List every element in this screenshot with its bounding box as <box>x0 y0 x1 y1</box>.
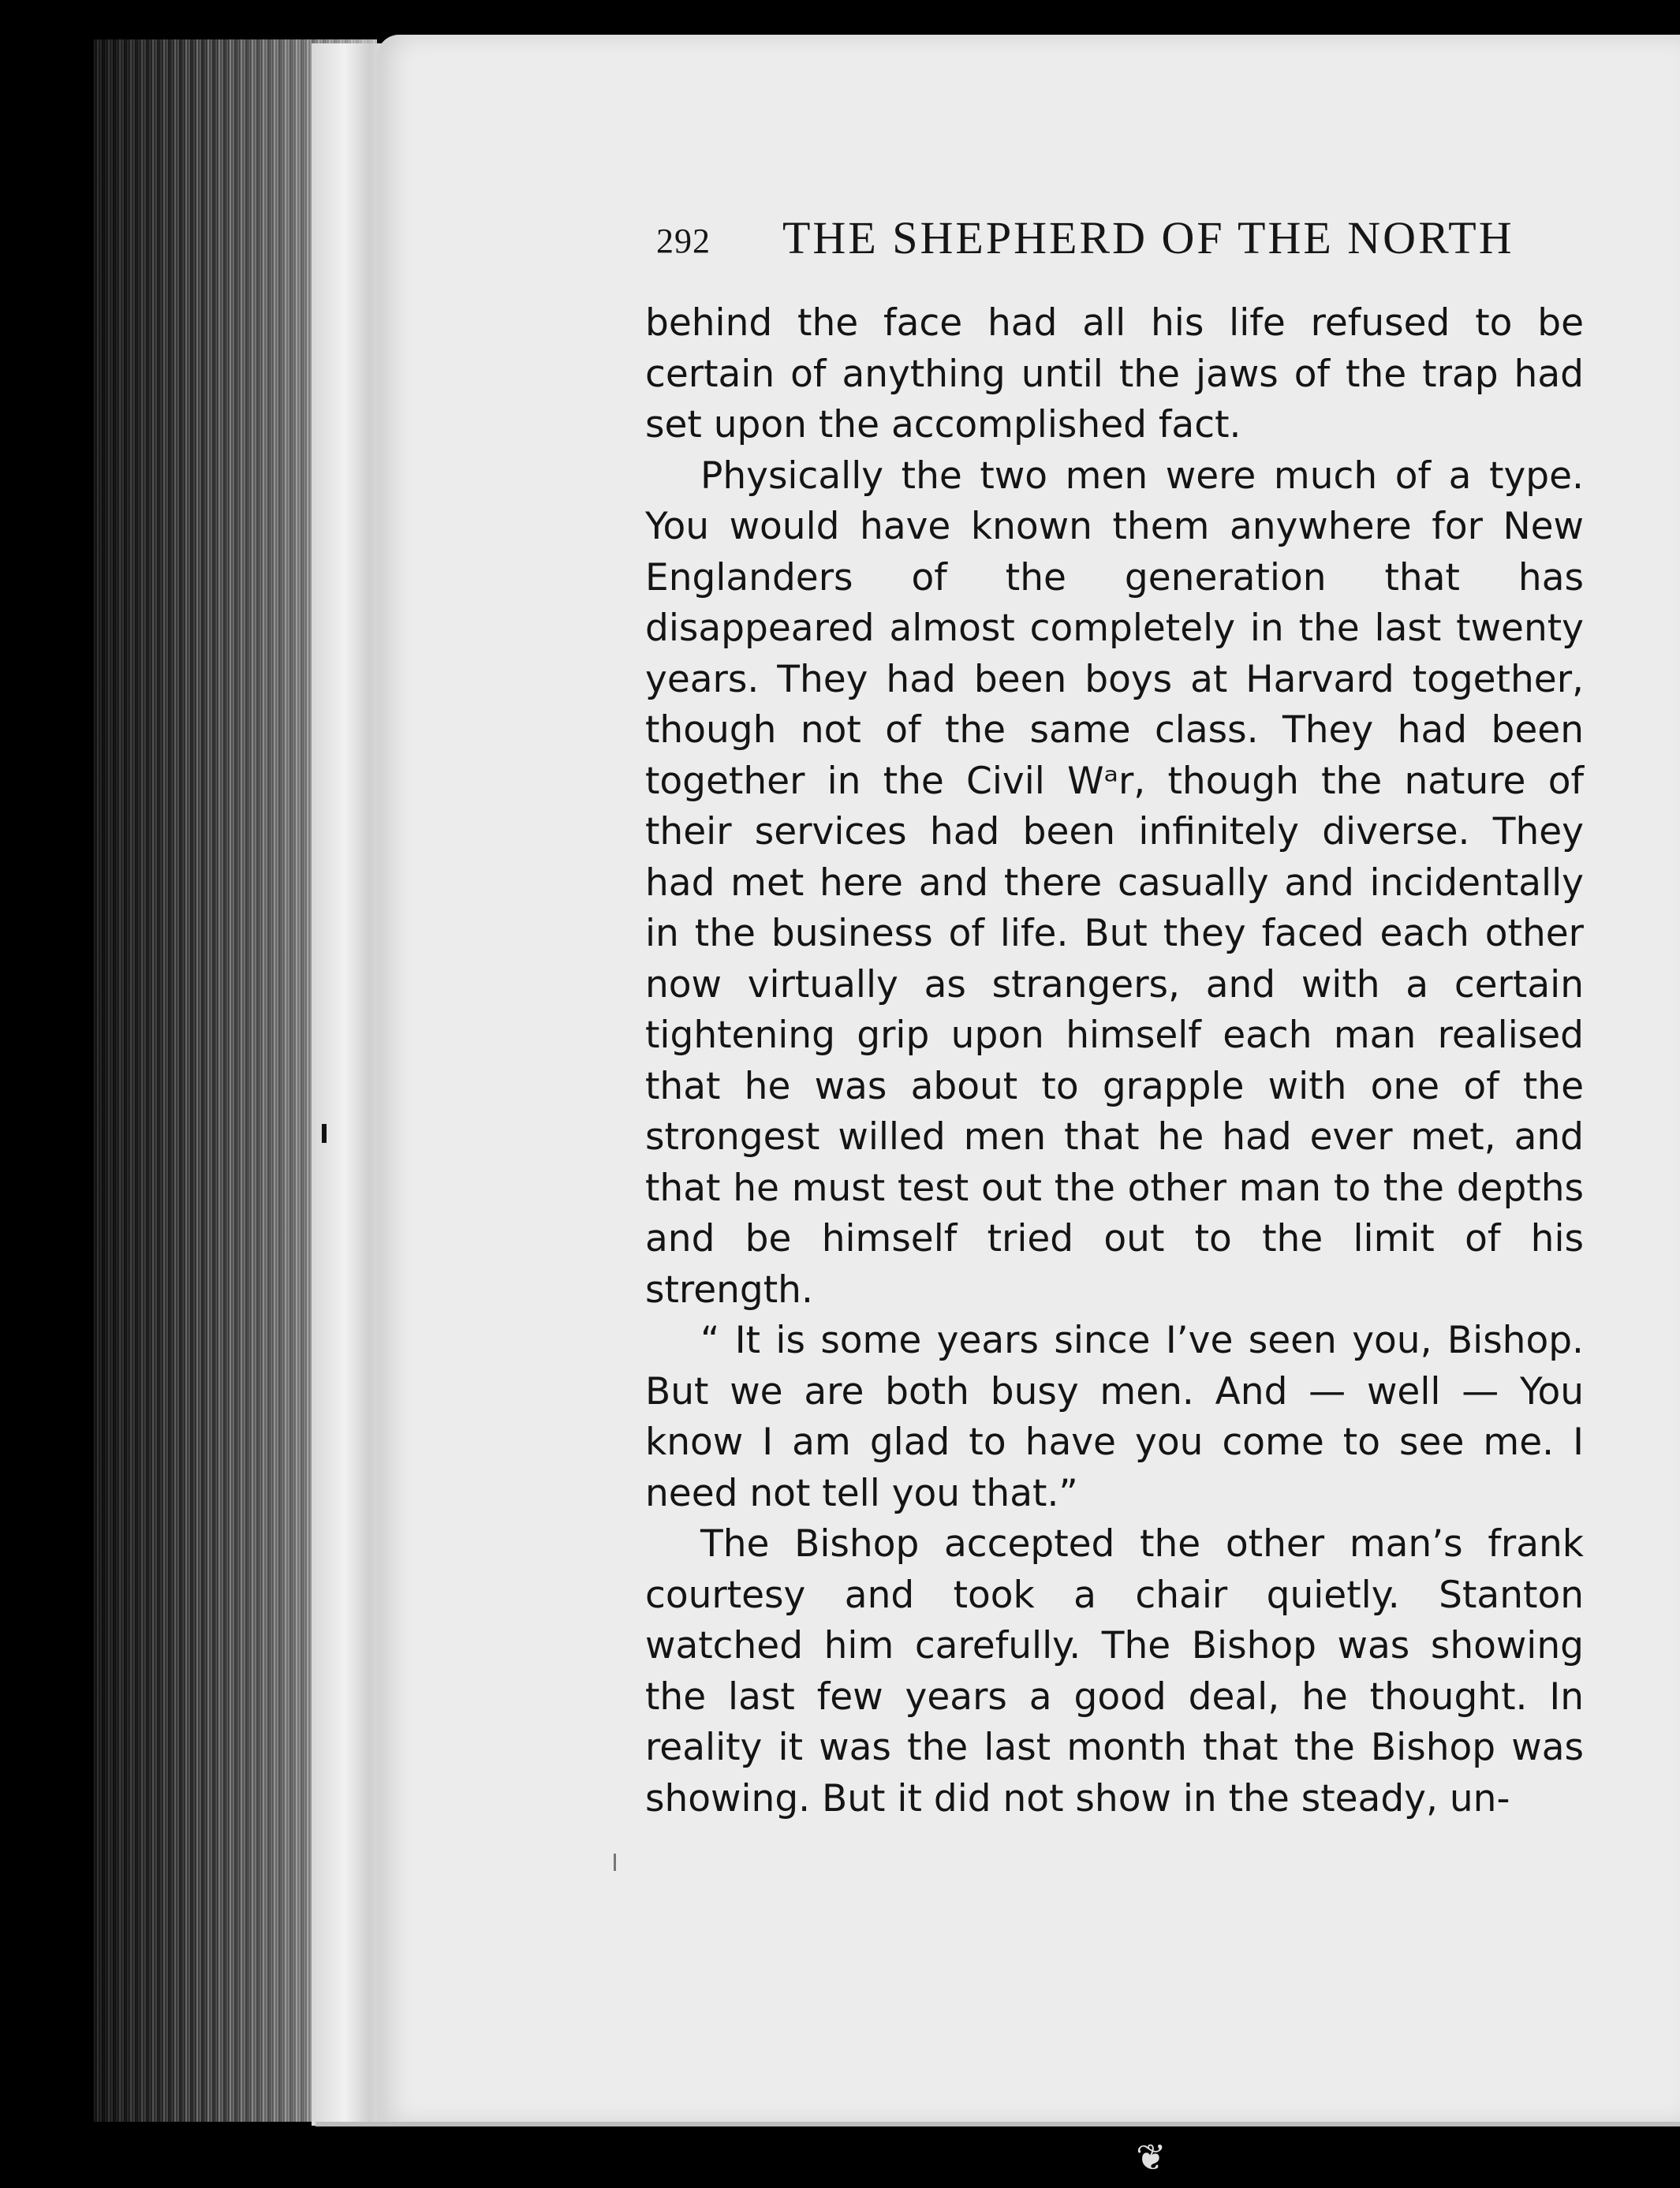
page-number: 292 <box>656 222 711 260</box>
running-title: THE SHEPHERD OF THE NORTH <box>782 212 1514 263</box>
scan-artifact <box>614 1854 616 1871</box>
paragraph: behind the face had all his life refused to be certain of anything until the jaws of the trap had set upon the accomplished fact. <box>645 301 1584 446</box>
body-text <box>645 298 1584 1824</box>
dust-speck-icon: ❦ <box>1136 2136 1167 2179</box>
paragraph: Physically the two men were much of a type. You would have known them anywhere for New Englanders of the generation that has disappeared almost completely in the last twenty years. They had been boys at Harvard together, though not of the same class. They had been together in the Civil Wᵃr, though the nature of their services had been infinitely diverse. They had met here and there casually and incidentally in the business of life. But they faced each other now virtually as strangers, and with a certain tightening grip upon himself each man realised that he was about to grapple with one of the strongest willed men that he had ever met, and that he must test out the other man to the depths and be himself tried out to the limit of his strength. <box>645 454 1584 1312</box>
paragraph: “ It is some years since I’ve seen you, Bishop. But we are both busy men. And — well — You know I am glad to have you come to see me. I need not tell you that.” <box>645 1319 1584 1515</box>
running-head <box>656 211 1587 274</box>
page-bottom-edge <box>315 2122 1680 2126</box>
paragraph: The Bishop accepted the other man’s frank courtesy and took a chair quietly. Stanton watched him carefully. The Bishop was showing the last few years a good deal, he thought. In reality it was the last month that the Bishop was showing. But it did not show in the steady, un- <box>645 1522 1584 1820</box>
scan-artifact <box>322 1124 327 1143</box>
